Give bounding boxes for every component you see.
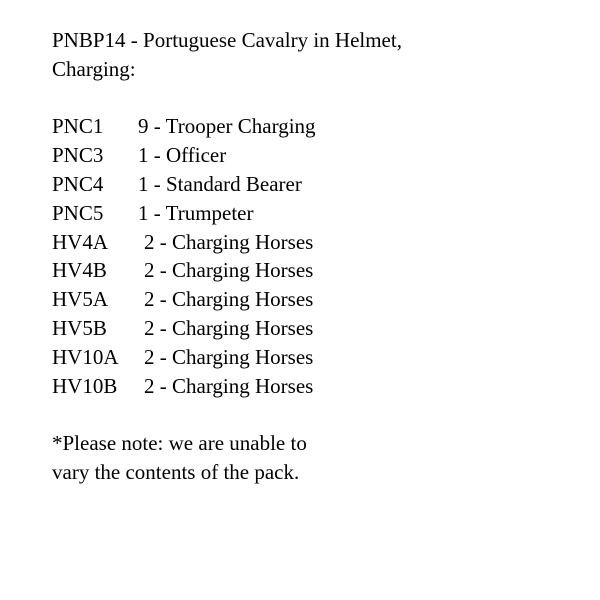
- item-description: 1 - Standard Bearer: [138, 171, 302, 196]
- item-description: 2 - Charging Horses: [144, 344, 314, 369]
- list-item: [52, 256, 572, 285]
- item-description: 1 - Trumpeter: [138, 200, 254, 225]
- item-code: PNC4: [52, 171, 104, 196]
- pack-note: [52, 429, 572, 487]
- list-item: [52, 112, 572, 141]
- list-item: [52, 285, 572, 314]
- item-description: 1 - Officer: [138, 143, 227, 168]
- pack-note-line-2: vary the contents of the pack.: [52, 459, 300, 484]
- item-description: 2 - Charging Horses: [144, 315, 314, 340]
- item-description: 9 - Trooper Charging: [138, 114, 316, 139]
- pack-note-line-1: *Please note: we are unable to: [52, 431, 307, 456]
- list-item: [52, 141, 572, 170]
- product-title-line-2: Charging:: [52, 56, 136, 81]
- list-item: [52, 314, 572, 343]
- item-description: 2 - Charging Horses: [144, 258, 314, 283]
- item-code: PNC1: [52, 114, 104, 139]
- list-item: [52, 372, 572, 401]
- product-description: [52, 26, 572, 487]
- item-description: 2 - Charging Horses: [144, 229, 314, 254]
- item-description: 2 - Charging Horses: [144, 287, 314, 312]
- list-item: [52, 199, 572, 228]
- list-item: [52, 170, 572, 199]
- pack-contents-list: [52, 112, 572, 400]
- item-code: HV4B: [52, 258, 107, 283]
- item-description: 2 - Charging Horses: [144, 373, 314, 398]
- item-code: HV10B: [52, 373, 118, 398]
- item-code: PNC5: [52, 200, 104, 225]
- item-code: HV5B: [52, 315, 107, 340]
- list-item: [52, 343, 572, 372]
- item-code: HV10A: [52, 344, 119, 369]
- product-title: [52, 26, 572, 84]
- product-title-line-1: PNBP14 - Portuguese Cavalry in Helmet,: [52, 28, 402, 52]
- item-code: HV4A: [52, 229, 108, 254]
- item-code: HV5A: [52, 287, 108, 312]
- item-code: PNC3: [52, 143, 104, 168]
- list-item: [52, 228, 572, 257]
